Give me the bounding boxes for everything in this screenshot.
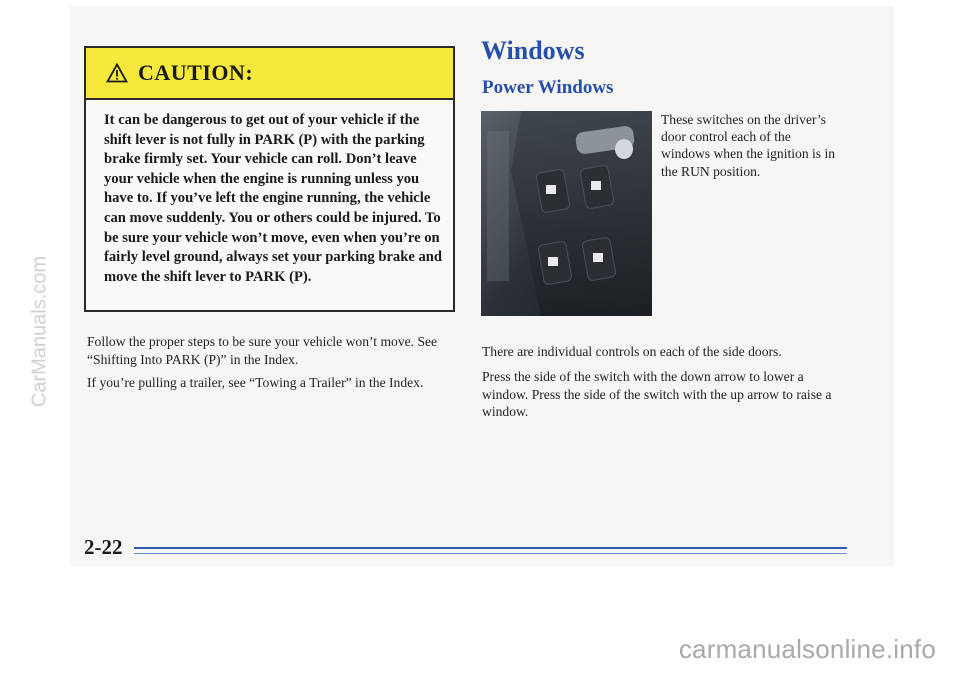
caution-title: CAUTION: (138, 60, 254, 85)
caution-box (84, 46, 455, 312)
side-watermark: CarManuals.com (28, 255, 51, 408)
subsection-heading: Power Windows (482, 77, 614, 98)
window-switches-photo (481, 111, 652, 316)
caution-header (86, 48, 453, 100)
switches-intro: These switches on the driver’s door control each of the windows when the ignition is in the RUN position. (661, 112, 836, 179)
warning-triangle-icon (106, 63, 128, 83)
individual-controls-paragraph: There are individual controls on each of the side doors. (482, 344, 782, 359)
footer-url: carmanualsonline.info (678, 634, 936, 664)
switch-usage-paragraph: Press the side of the switch with the down arrow to lower a window. Press the side of the switch with the up arrow to raise a window. (482, 369, 832, 419)
footer-rule (134, 547, 847, 549)
footer-rule-thin (134, 553, 847, 554)
caution-text: It can be dangerous to get out of your vehicle if the shift lever is not fully in PARK (P) with the parking brake firmly set. Your vehicle can roll. Don’t leave your vehicle when the engine is running unless you have to. If you’ve left the engine running, the vehicle can move suddenly. You or others could be injured. To be sure your vehicle won’t move, even when you’re on fairly level ground, always set your parking brake and move the shift lever to PARK (P). (104, 112, 442, 285)
trailer-paragraph: If you’re pulling a trailer, see “Towing a Trailer” in the Index. (87, 375, 424, 390)
section-heading: Windows (481, 36, 585, 65)
page-number: 2-22 (84, 535, 123, 559)
park-steps-paragraph: Follow the proper steps to be sure your vehicle won’t move. See “Shifting Into PARK (P)” in the Index. (87, 334, 438, 367)
